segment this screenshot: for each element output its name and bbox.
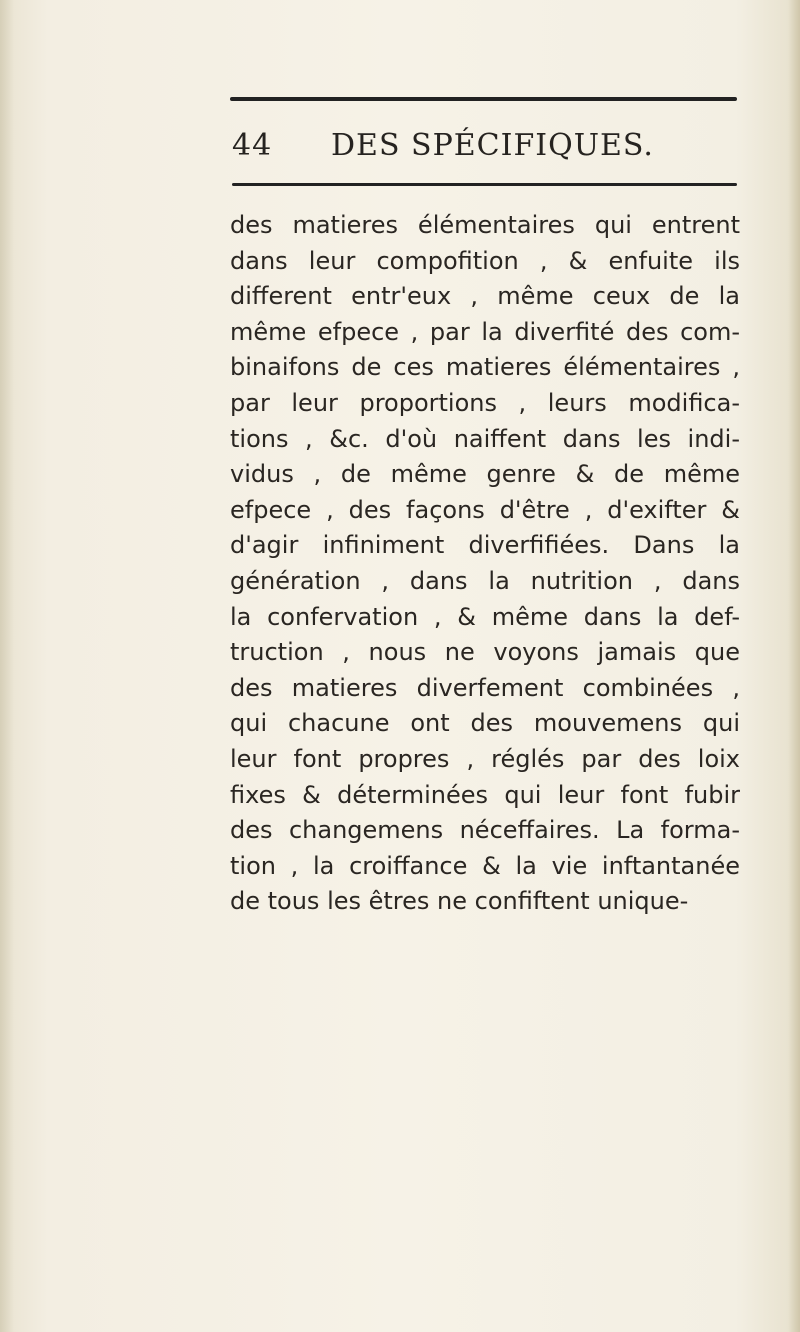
text-line: la confervation , & même dans la def-: [230, 602, 740, 631]
text-line: des changemens néceffaires. La forma-: [230, 816, 740, 845]
text-line: fixes & déterminées qui leur font fubir: [230, 780, 740, 809]
page-header: [232, 124, 732, 172]
text-line: tions , &c. d'où naiffent dans les indi-: [230, 424, 740, 453]
text-line: leur font propres , réglés par des loix: [230, 744, 740, 773]
text-line: efpece , des façons d'être , d'exifter &: [230, 495, 740, 524]
running-title: DES SPÉCIFIQUES.: [331, 128, 654, 163]
text-line: vidus , de même genre & de même: [230, 460, 740, 489]
header-top-rule: [230, 97, 737, 101]
text-line: par leur proportions , leurs modifica-: [230, 388, 740, 417]
text-line: binaifons de ces matieres élémentaires ,: [230, 353, 740, 382]
text-line: dans leur compofition , & enfuite ils: [230, 246, 740, 275]
text-line: different entr'eux , même ceux de la: [230, 282, 740, 311]
text-line: des matieres élémentaires qui entrent: [230, 211, 740, 239]
text-line: d'agir infiniment diverfifiées. Dans la: [230, 531, 740, 560]
header-bottom-rule: [232, 183, 737, 186]
text-line: même efpece , par la diverfité des com-: [230, 317, 740, 346]
page-number: 44: [232, 128, 273, 163]
text-line: tion , la croiffance & la vie inftantanée: [230, 851, 740, 880]
text-line: qui chacune ont des mouvemens qui: [230, 709, 740, 738]
text-line: truction , nous ne voyons jamais que: [230, 638, 740, 667]
text-line: des matieres diverfement combinées ,: [230, 673, 740, 702]
page-left-edge-shadow: [0, 0, 14, 1332]
text-line: de tous les êtres ne confiftent unique-: [230, 887, 689, 916]
page-right-edge-shadow: [788, 0, 800, 1332]
text-line: génération , dans la nutrition , dans: [230, 566, 740, 595]
body-text: [230, 208, 740, 920]
